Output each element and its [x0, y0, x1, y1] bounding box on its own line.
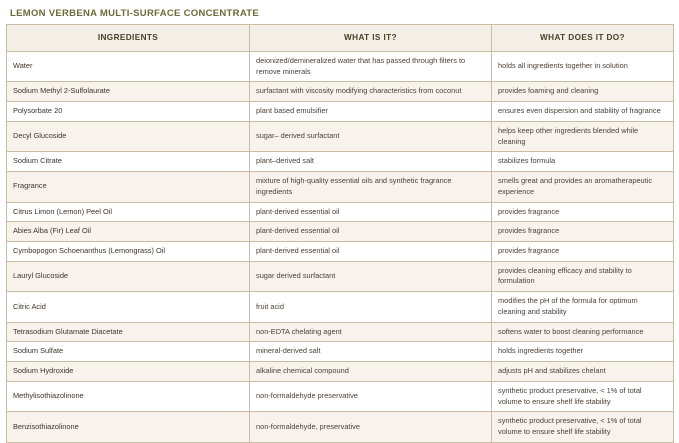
cell-what-does-it-do: provides cleaning efficacy and stability to formulation: [492, 261, 674, 291]
table-row: [7, 121, 674, 151]
cell-what-does-it-do: synthetic product preservative, < 1% of total volume to ensure shelf life stability: [492, 381, 674, 411]
column-header-ingredients: INGREDIENTS: [7, 25, 250, 52]
cell-what-is-it: sugar– derived surfactant: [250, 121, 492, 151]
cell-what-does-it-do: provides foaming and cleaning: [492, 82, 674, 102]
cell-what-is-it: plant-derived essential oil: [250, 202, 492, 222]
table-row: [7, 322, 674, 342]
cell-what-is-it: fruit acid: [250, 292, 492, 322]
table-row: [7, 241, 674, 261]
cell-ingredient: Methylisothiazolinone: [7, 381, 250, 411]
cell-ingredient: Citrus Limon (Lemon) Peel Oil: [7, 202, 250, 222]
cell-what-does-it-do: helps keep other ingredients blended while cleaning: [492, 121, 674, 151]
cell-ingredient: Abies Alba (Fir) Leaf Oil: [7, 222, 250, 242]
cell-ingredient: Sodium Sulfate: [7, 342, 250, 362]
cell-ingredient: Tetrasodium Glutamate Diacetate: [7, 322, 250, 342]
cell-what-does-it-do: holds all ingredients together in solution: [492, 51, 674, 81]
cell-what-does-it-do: adjusts pH and stabilizes chelant: [492, 362, 674, 382]
cell-what-does-it-do: stabilizes formula: [492, 152, 674, 172]
cell-what-is-it: mineral-derived salt: [250, 342, 492, 362]
table-row: [7, 222, 674, 242]
table-row: [7, 152, 674, 172]
cell-what-is-it: surfactant with viscosity modifying characteristics from coconut: [250, 82, 492, 102]
table-row: [7, 261, 674, 291]
table-row: [7, 51, 674, 81]
cell-what-does-it-do: provides fragrance: [492, 241, 674, 261]
cell-what-is-it: plant–derived salt: [250, 152, 492, 172]
page-title: LEMON VERBENA MULTI-SURFACE CONCENTRATE: [10, 8, 260, 19]
table-row: [7, 102, 674, 122]
cell-ingredient: Water: [7, 51, 250, 81]
cell-what-does-it-do: softens water to boost cleaning performance: [492, 322, 674, 342]
cell-ingredient: Sodium Hydroxide: [7, 362, 250, 382]
table-body: [7, 51, 674, 442]
cell-what-does-it-do: synthetic product preservative, < 1% of total volume to ensure shelf life stability: [492, 412, 674, 442]
cell-what-does-it-do: provides fragrance: [492, 202, 674, 222]
cell-ingredient: Sodium Citrate: [7, 152, 250, 172]
column-header-what-does-it-do: WHAT DOES IT DO?: [492, 25, 674, 52]
table-header: [7, 25, 674, 52]
cell-what-does-it-do: ensures even dispersion and stability of fragrance: [492, 102, 674, 122]
table-row: [7, 202, 674, 222]
cell-what-does-it-do: smells great and provides an aromatherapeutic experience: [492, 172, 674, 202]
table-header-row: [7, 25, 674, 52]
cell-ingredient: Lauryl Glucoside: [7, 261, 250, 291]
cell-what-is-it: sugar derived surfactant: [250, 261, 492, 291]
column-header-what-is-it: WHAT IS IT?: [250, 25, 492, 52]
cell-ingredient: Citric Acid: [7, 292, 250, 322]
cell-what-does-it-do: holds ingredients together: [492, 342, 674, 362]
cell-ingredient: Sodium Methyl 2-Sulfolaurate: [7, 82, 250, 102]
cell-ingredient: Fragrance: [7, 172, 250, 202]
cell-what-is-it: plant-derived essential oil: [250, 222, 492, 242]
cell-ingredient: Benzisothiazolinone: [7, 412, 250, 442]
cell-what-is-it: non-formaldehyde preservative: [250, 381, 492, 411]
table-row: [7, 362, 674, 382]
cell-what-is-it: plant-derived essential oil: [250, 241, 492, 261]
table-row: [7, 172, 674, 202]
table-row: [7, 82, 674, 102]
cell-what-is-it: non-EDTA chelating agent: [250, 322, 492, 342]
ingredients-table: [6, 24, 674, 443]
cell-what-does-it-do: modifies the pH of the formula for optimum cleaning and stability: [492, 292, 674, 322]
cell-ingredient: Cymbopogon Schoenanthus (Lemongrass) Oil: [7, 241, 250, 261]
cell-what-is-it: alkaline chemical compound: [250, 362, 492, 382]
cell-what-is-it: plant based emulsifier: [250, 102, 492, 122]
table-row: [7, 412, 674, 442]
cell-ingredient: Polysorbate 20: [7, 102, 250, 122]
cell-what-does-it-do: provides fragrance: [492, 222, 674, 242]
cell-what-is-it: mixture of high-quality essential oils and synthetic fragrance ingredients: [250, 172, 492, 202]
table-row: [7, 342, 674, 362]
cell-what-is-it: deionized/demineralized water that has passed through filters to remove minerals: [250, 51, 492, 81]
table-row: [7, 381, 674, 411]
table-row: [7, 292, 674, 322]
cell-ingredient: Decyl Glucoside: [7, 121, 250, 151]
cell-what-is-it: non-formaldehyde, preservative: [250, 412, 492, 442]
